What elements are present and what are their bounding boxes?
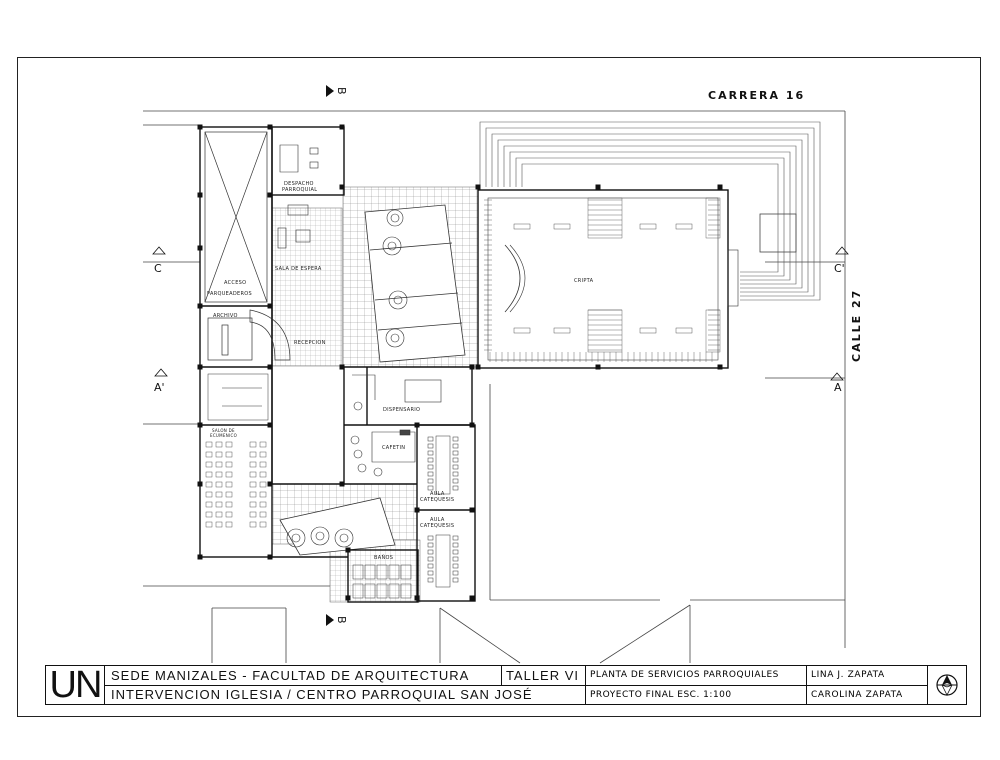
label-archivo: ARCHIVO [213,313,238,319]
section-a-left: A' [154,381,165,394]
section-c-right: C' [834,262,845,275]
title-authors [807,666,928,704]
section-b-bottom: B [335,616,348,624]
author-2: CAROLINA ZAPATA [811,689,903,700]
section-b-top: B [335,87,348,95]
street-top-label: CARRERA 16 [708,89,806,102]
plan-name: PLANTA DE SERVICIOS PARROQUIALES [586,666,806,686]
workshop-text: TALLER VI [501,666,585,685]
label-banos: BAÑOS [374,555,394,561]
author-1: LINA J. ZAPATA [807,666,927,686]
section-c-left: C [154,262,162,275]
label-salon-2: ECUMENICO [210,433,238,438]
project-scale: PROYECTO FINAL ESC. 1:100 [590,689,732,700]
label-sala-espera: SALA DE ESPERA [275,266,322,272]
title-plan [586,666,807,704]
title-main [105,666,586,704]
label-despacho-2: PARROQUIAL [282,187,318,193]
label-aula1-1: AULA [430,491,445,497]
section-a-right: A [834,381,842,394]
label-aula2-1: AULA [430,517,445,523]
title-line-1 [105,666,585,686]
dispensary-furniture [352,375,441,410]
title-block [45,665,967,705]
label-salon-1: SALON DE [212,428,235,433]
label-cafetin: CAFETIN [382,445,406,451]
faculty-text: SEDE MANIZALES - FACULTAD DE ARQUITECTURA [111,667,470,683]
university-logo: UN [46,666,105,704]
label-cripta: CRIPTA [574,278,594,284]
label-recepcion: RECEPCION [294,340,326,346]
label-aula2-2: CATEQUESIS [420,523,455,529]
label-despacho-1: DESPACHO [284,181,314,187]
project-title: INTERVENCION IGLESIA / CENTRO PARROQUIAL SAN JOSÉ [111,687,533,703]
street-right-label: CALLE 27 [850,288,863,362]
salon-seating [206,442,266,527]
label-dispensario: DISPENSARIO [383,407,421,413]
label-acceso-1: ACCESO [224,280,247,286]
classroom-tables [428,436,458,587]
label-acceso-2: PARQUEADEROS [207,291,252,297]
cafe-counter [351,430,415,476]
parking-access [205,132,267,302]
stair [208,374,268,420]
label-aula1-2: CATEQUESIS [420,497,455,503]
crypt [478,190,738,368]
north-arrow-icon [928,666,966,704]
